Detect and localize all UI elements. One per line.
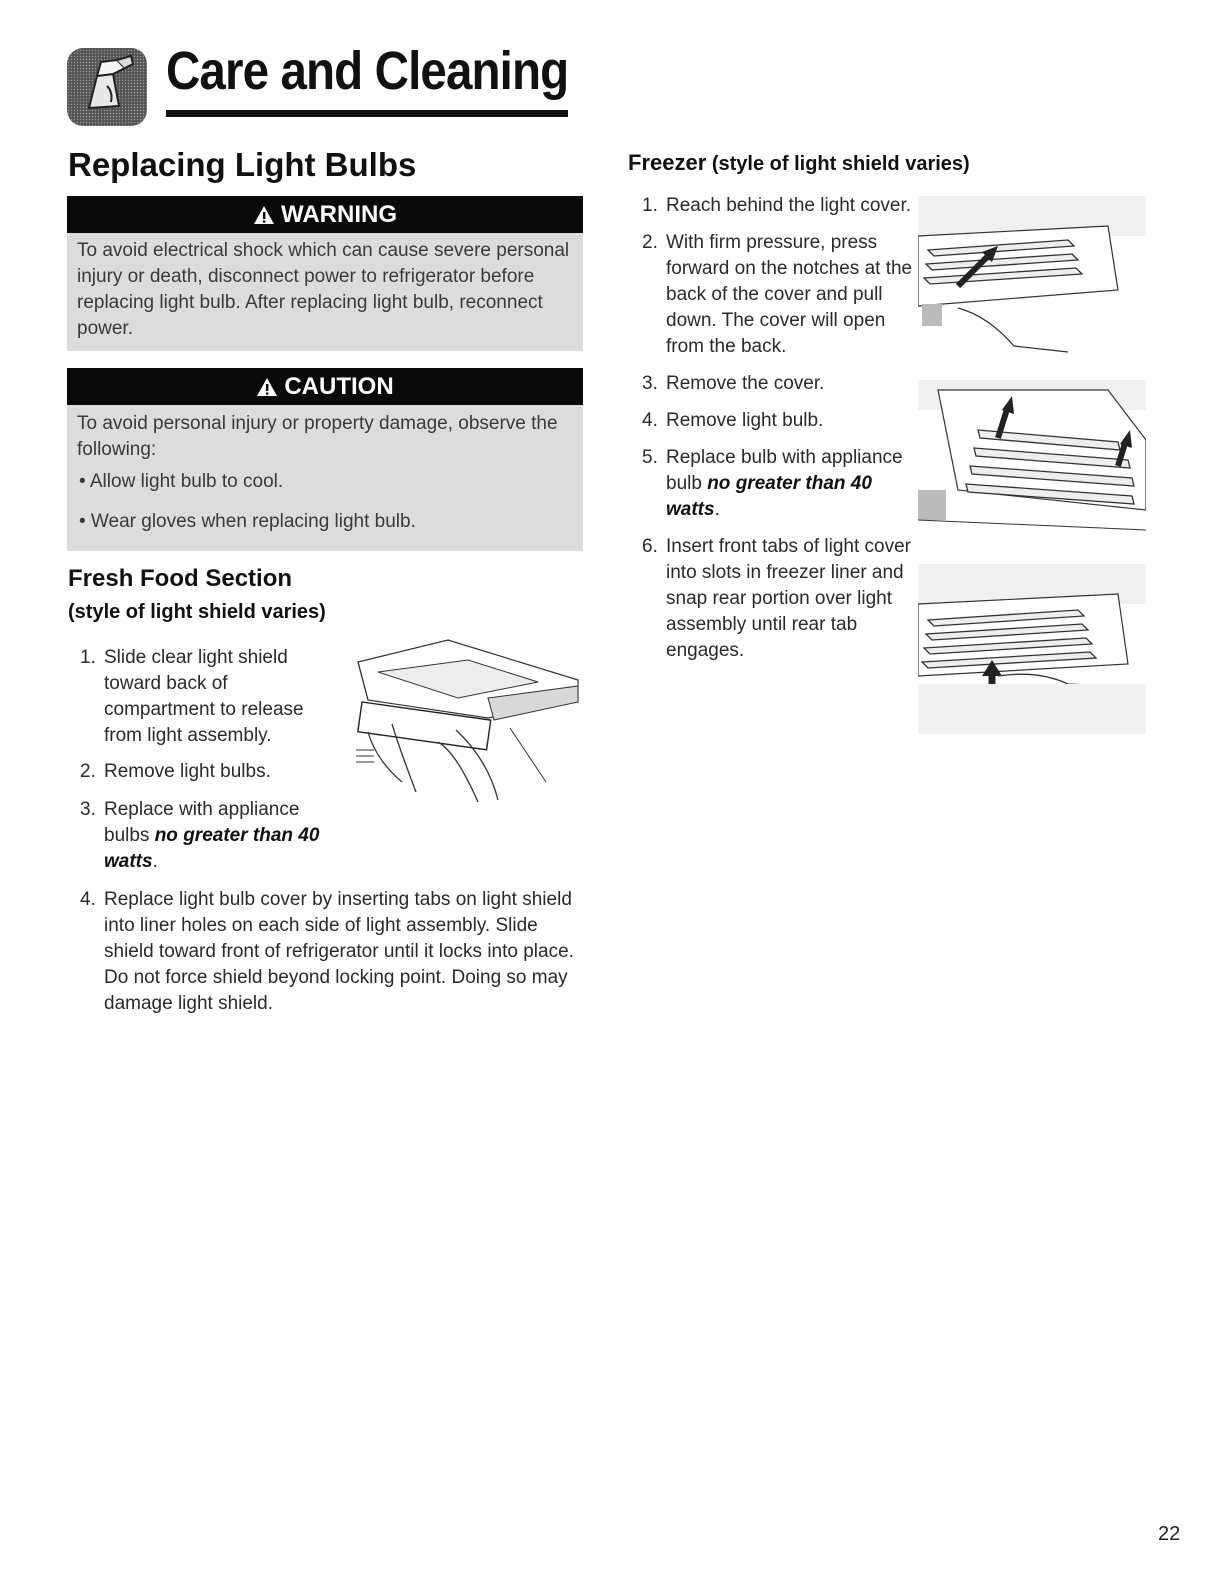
step-number: 2. [80,761,96,782]
freezer-title-main: Freezer [628,150,707,175]
step-emphasis: no greater than 40 watts [104,825,320,872]
step-number: 5. [642,447,658,468]
warning-banner [67,196,583,233]
step-text: Remove light bulbs. [104,761,271,782]
freezer-title [628,150,970,176]
list-item [68,887,584,1017]
list-item [68,797,350,875]
step-number: 1. [642,195,658,216]
step-text: Replace bulb with appliance bulb [666,447,903,494]
fresh-food-title: Fresh Food Section [68,565,293,592]
step-number: 1. [80,647,96,668]
freezer-light-cover-illustration-3 [918,564,1146,734]
spray-bottle-icon [67,46,149,128]
step-number: 3. [642,373,658,394]
step-text: With firm pressure, press forward on the notches at the back of the cover and pull down. The cover will open from the back. [666,232,913,357]
freezer-steps [630,193,920,664]
step-text: Insert front tabs of light cover into slots in freezer liner and snap rear portion over light assembly until rear tab engages. [666,536,912,661]
list-item [630,193,918,219]
section-title: Replacing Light Bulbs [68,146,417,183]
page-header-title: Care and Cleaning [166,41,569,101]
step-text: Slide clear light shield toward back of compartment to release from light assembly. [104,647,304,746]
list-item [68,645,332,749]
caution-label: CAUTION [284,372,394,400]
caution-bullet: • Wear gloves when replacing light bulb. [79,511,416,532]
list-item [630,408,920,434]
freezer-subtitle: (style of light shield varies) [711,153,970,175]
warning-label: WARNING [281,200,397,228]
step-emphasis: no greater than 40 watts [666,473,872,520]
step-number: 2. [642,232,658,253]
caution-bullet: • Allow light bulb to cool. [79,471,284,492]
step-text: Remove light bulb. [666,410,824,431]
list-item [630,371,920,397]
caution-intro: To avoid personal injury or property damage, observe the following: [77,413,558,460]
warning-triangle-icon [256,377,278,397]
page-number: 22 [1158,1523,1181,1545]
step-number: 4. [642,410,658,431]
fresh-food-subtitle: (style of light shield varies) [68,601,326,623]
list-item [68,759,588,785]
step-number: 4. [80,889,96,910]
step-punct: . [152,851,158,872]
header-rule [166,110,568,117]
list-item [630,230,918,360]
step-text: Replace with appliance bulbs [104,799,300,846]
step-number: 3. [80,799,96,820]
caution-banner [67,368,583,405]
caution-text [67,405,583,551]
list-item [630,534,912,664]
step-number: 6. [642,536,658,557]
step-text: Remove the cover. [666,373,825,394]
freezer-light-cover-illustration-2 [918,380,1146,552]
warning-text [67,233,583,351]
list-item [630,445,916,523]
step-punct: . [714,499,720,520]
freezer-light-cover-illustration-1 [918,196,1146,366]
step-text: Reach behind the light cover. [666,195,912,216]
step-text: Replace light bulb cover by inserting tabs on light shield into liner holes on each side of light assembly. Slide shield toward front of refrigerator until it locks into place. Do not force shield beyond locking point. Doing so may damage light shield. [104,889,574,1014]
warning-message: To avoid electrical shock which can cause severe personal injury or death, disconnect power to refrigerator before replacing light bulb. After replacing light bulb, reconnect power. [77,240,570,339]
warning-triangle-icon [253,205,275,225]
fresh-food-steps [68,645,588,1017]
